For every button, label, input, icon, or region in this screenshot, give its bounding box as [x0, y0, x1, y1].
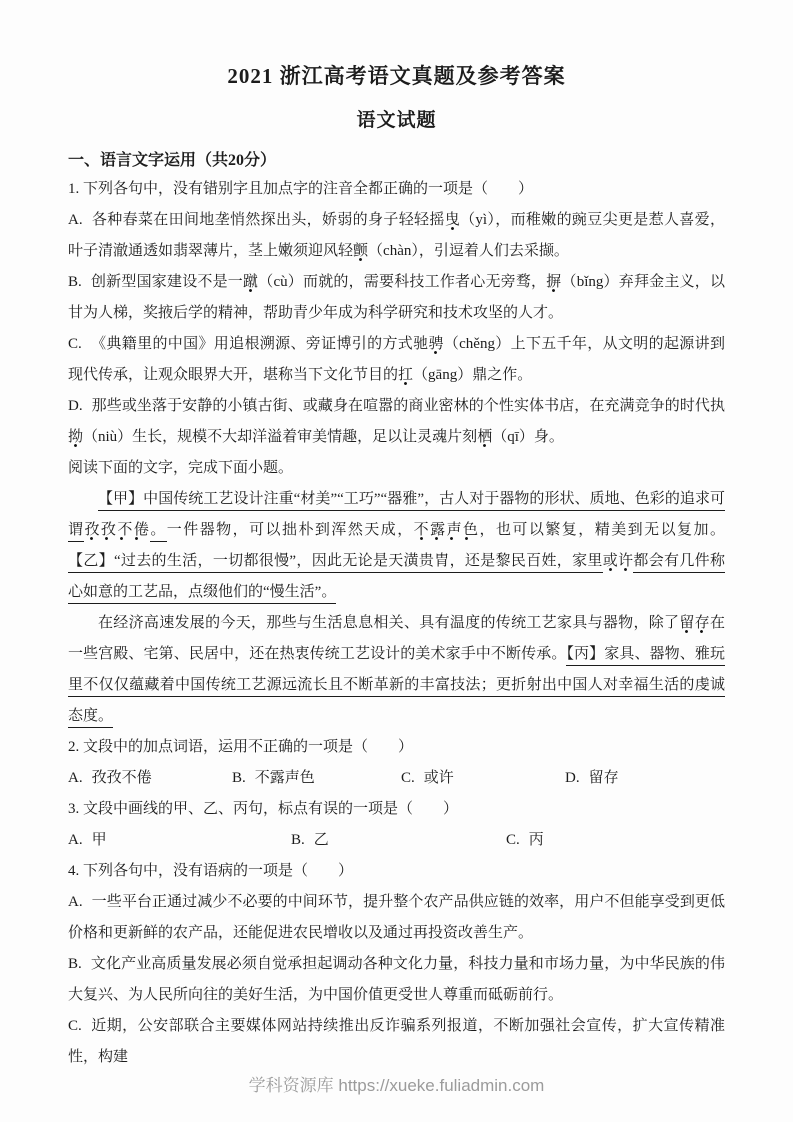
option-label: D.	[68, 398, 83, 414]
text-segment: （yì），而稚嫩的豌豆尖更是惹人喜爱，叶子清澈通透如翡翠薄片，茎上嫩须迎风轻	[68, 212, 725, 259]
document-subtitle: 语文试题	[356, 110, 437, 131]
underlined-segment: 【乙】“过去的生活，一切都很慢”，因此无论是天潢贵胄，还是黎民百姓，家里	[68, 553, 603, 573]
text-segment: （cù）而就的，需要科技工作者心无旁骛，	[258, 274, 547, 290]
option-text: 孜孜不倦	[91, 770, 152, 786]
text-segment: 一件器物，可以拙朴到浑然天成，	[166, 522, 414, 538]
option-label: A.	[68, 894, 83, 910]
question-2-stem: 2. 文段中的加点词语，运用不正确的一项是（ ）	[68, 739, 414, 755]
option-label: B.	[68, 274, 82, 290]
option-c	[401, 763, 565, 794]
text-segment: （niù）生长，规模不大却洋溢着审美情趣，足以让灵魂片刻	[83, 429, 478, 445]
reading-intro: 阅读下面的文字，完成下面小题。	[68, 460, 294, 476]
option-text	[68, 336, 725, 386]
option-text	[68, 398, 725, 448]
emphasized-segment: 孜孜不倦	[84, 522, 150, 541]
option-text	[68, 212, 725, 262]
emphasized-segment: 栖	[477, 429, 492, 448]
question-4-option-a	[68, 887, 725, 949]
option-c	[506, 825, 544, 856]
question-2-options-row	[68, 763, 725, 794]
emphasized-segment: 摒	[546, 274, 561, 293]
section-heading: 一、语言文字运用（共20分）	[68, 152, 277, 169]
question-1-option-c	[68, 329, 725, 391]
option-b	[291, 825, 506, 856]
text-segment: 在一些宫殿、宅第、民居中，还在热衷传统工艺设计的美术家手中不断传承。	[68, 615, 725, 662]
question-3-options-row	[68, 825, 725, 856]
emphasized-segment: 扛	[398, 367, 413, 386]
text-segment: ，也可以繁复，精美到无以复加。	[479, 522, 725, 538]
option-text: 留存	[588, 770, 619, 786]
underlined-segment: 【甲】中国传统工艺设计注重“材美”“工巧”“器雅”，古人对于器物的形状、质地、色彩的追求可谓	[68, 491, 725, 542]
option-text: 不露声色	[254, 770, 315, 786]
passage-paragraph-2	[68, 608, 725, 732]
option-text: 或许	[423, 770, 454, 786]
option-a	[68, 825, 291, 856]
text-segment: （bǐng）弃拜金主义，以甘为人梯，奖掖后学的精神，帮助青少年成为科学研究和技术攻坚的人才。	[68, 274, 725, 321]
emphasized-segment: 留存	[679, 615, 710, 634]
option-text	[68, 274, 725, 321]
text-segment: 创新型国家建设不是一	[90, 274, 244, 290]
underlined-segment: 。	[150, 522, 166, 542]
document-title: 2021 浙江高考语文真题及参考答案	[227, 64, 566, 88]
passage-paragraph-1	[68, 484, 725, 608]
question-1-option-d	[68, 391, 725, 453]
text-segment: 在经济高速发展的今天，那些与生活息息相关、具有温度的传统工艺家具与器物，除了	[98, 615, 680, 631]
emphasized-segment: 蹴	[243, 274, 258, 293]
question-4-stem: 4. 下列各句中，没有语病的一项是（ ）	[68, 863, 354, 879]
option-d	[565, 763, 619, 794]
option-label: B.	[68, 956, 82, 972]
underlined-segment: 都会有几件称心如意的工艺品，点缀他们的“慢生活”。	[68, 553, 725, 604]
text-segment: 那些或坐落于安静的小镇古街、或藏身在喧嚣的商业密林的个性实体书店，在充满竞争的时代执	[91, 398, 725, 414]
question-4-option-b	[68, 949, 725, 1011]
text-segment: 《典籍里的中国》用追根溯源、旁证博引的方式驰	[90, 336, 429, 352]
option-label: D.	[565, 770, 580, 786]
option-text: 一些平台正通过减少不必要的中间环节，提升整个农产品供应链的效率，用户不但能享受到更低价格和更新鲜的农产品，还能促进农民增收以及通过再投资改善生产。	[68, 894, 725, 941]
option-text: 乙	[313, 832, 329, 848]
option-b	[232, 763, 401, 794]
underlined-segment: 【丙】家具、器物、雅玩里不仅仅蕴藏着中国传统工艺源远流长且不断革新的丰富技法；更折射出中国人对幸福生活的虔诚态度。	[68, 646, 725, 728]
option-a	[68, 763, 232, 794]
question-4-option-c	[68, 1011, 725, 1073]
option-label: C.	[68, 336, 82, 352]
option-text: 丙	[528, 832, 544, 848]
emphasized-segment: 骋	[428, 336, 443, 355]
emphasized-segment: 拗	[68, 429, 83, 448]
emphasized-segment: 曳	[445, 212, 460, 231]
option-text: 近期，公安部联合主要媒体网站持续推出反诈骗系列报道，不断加强社会宣传，扩大宣传精准性，构建	[68, 1018, 725, 1065]
option-label: C.	[68, 1018, 82, 1034]
emphasized-segment: 不露声色	[414, 522, 480, 541]
option-label: C.	[506, 832, 520, 848]
option-label: A.	[68, 832, 83, 848]
text-segment: 各种春菜在田间地垄悄然探出头，娇弱的身子轻轻摇	[91, 212, 445, 228]
text-segment: （qī）身。	[492, 429, 564, 445]
emphasized-segment: 或许	[603, 553, 634, 572]
watermark-footer: 学科资源库 https://xueke.fuliadmin.com	[248, 1076, 545, 1095]
option-label: A.	[68, 212, 83, 228]
question-1-stem: 1. 下列各句中，没有错别字且加点字的注音全都正确的一项是（ ）	[68, 181, 534, 197]
question-1-option-a	[68, 205, 725, 267]
option-text: 文化产业高质量发展必须自觉承担起调动各种文化力量，科技力量和市场力量，为中华民族的伟大复兴、为人民所向往的美好生活，为中国价值更受世人尊重而砥砺前行。	[68, 956, 725, 1003]
option-label: B.	[291, 832, 305, 848]
option-label: B.	[232, 770, 246, 786]
question-3-stem: 3. 文段中画线的甲、乙、丙句，标点有误的一项是（ ）	[68, 801, 459, 817]
emphasized-segment: 颤	[353, 243, 368, 262]
question-1-option-b	[68, 267, 725, 329]
text-segment: （gāng）鼎之作。	[413, 367, 533, 383]
option-label: C.	[401, 770, 415, 786]
option-text: 甲	[91, 832, 107, 848]
text-segment: （chàn），引逗着人们去采撷。	[368, 243, 569, 259]
option-label: A.	[68, 770, 83, 786]
text-segment: （chěng）上下五千年，从文明的起源讲到现代传承，让观众眼界大开，堪称当下文化节目的	[68, 336, 725, 383]
